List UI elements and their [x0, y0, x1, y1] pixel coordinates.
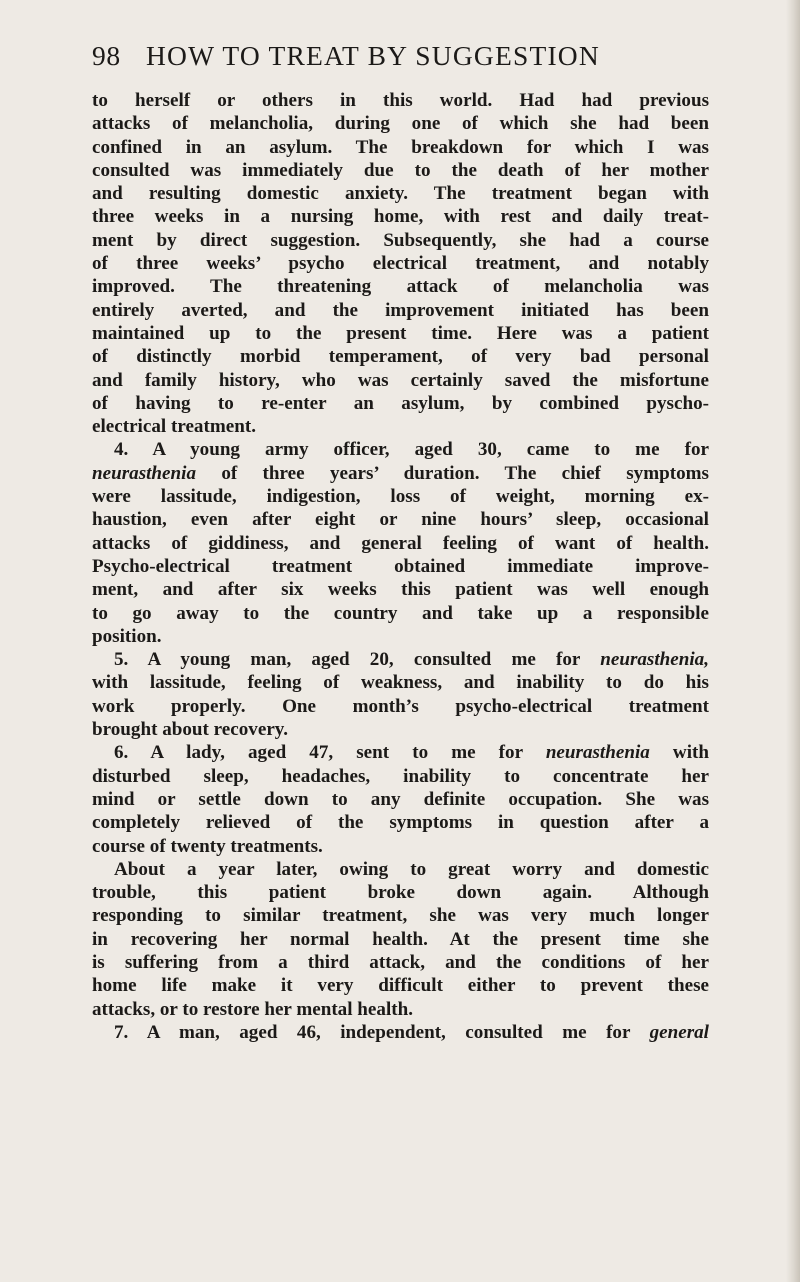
text-segment: of having to re-enter an asylum, by combined pyscho-: [92, 392, 709, 414]
page-edge-shadow: [786, 0, 800, 1282]
text-segment: to go away to the country and take up a responsible: [92, 602, 709, 624]
text-line: [92, 252, 709, 275]
text-line: [92, 951, 709, 974]
text-line: [92, 788, 709, 811]
text-line: [92, 345, 709, 368]
text-line: [92, 881, 709, 904]
text-segment: 4. A young army officer, aged 30, came to me for: [114, 439, 709, 461]
running-head: HOW TO TREAT BY SUGGESTION: [146, 40, 600, 71]
text-line: [92, 182, 709, 205]
text-line: [92, 578, 709, 601]
text-segment: entirely averted, and the improvement initiated has been: [92, 299, 709, 321]
text-segment: and resulting domestic anxiety. The treatment began with: [92, 183, 709, 205]
text-line: [92, 998, 709, 1021]
text-line: [92, 695, 709, 718]
text-segment: electrical treatment.: [92, 416, 256, 438]
text-segment: 7. A man, aged 46, independent, consulted me for: [114, 1021, 650, 1043]
text-segment: Psycho-electrical treatment obtained immediate improve-: [92, 555, 709, 577]
text-segment: maintained up to the present time. Here was a patient: [92, 322, 709, 344]
text-line: [92, 602, 709, 625]
text-segment: attacks of giddiness, and general feeling of want of health.: [92, 532, 709, 554]
text-line: [92, 532, 709, 555]
text-segment: of three weeks’ psycho electrical treatment, and notably: [92, 253, 709, 275]
text-segment: in recovering her normal health. At the present time she: [92, 928, 709, 950]
text-line: [92, 904, 709, 927]
text-line: [92, 648, 709, 671]
text-segment: brought about recovery.: [92, 719, 289, 741]
text-segment: with lassitude, feeling of weakness, and inability to do his: [92, 672, 709, 694]
text-segment: is suffering from a third attack, and the conditions of her: [92, 951, 709, 973]
text-line: [92, 112, 709, 135]
text-line: [92, 438, 709, 461]
body-text: [92, 89, 709, 1044]
text-line: [92, 229, 709, 252]
text-segment: responding to similar treatment, she was very much longer: [92, 905, 709, 927]
text-segment: mind or settle down to any definite occupation. She was: [92, 788, 709, 810]
text-segment: to herself or others in this world. Had had previous: [92, 90, 709, 111]
text-line: [92, 508, 709, 531]
page-number: 98: [92, 40, 121, 71]
text-line: [92, 625, 709, 648]
text-segment: 6. A lady, aged 47, sent to me for: [114, 742, 546, 764]
text-line: [92, 718, 709, 741]
text-line: [92, 858, 709, 881]
text-segment: were lassitude, indigestion, loss of weight, morning ex-: [92, 486, 709, 508]
text-segment: attacks, or to restore her mental health.: [92, 998, 414, 1020]
text-line: [92, 928, 709, 951]
italic-term: neurasthenia: [92, 462, 196, 484]
text-segment: course of twenty treatments.: [92, 835, 323, 857]
text-line: [92, 555, 709, 578]
text-segment: consulted was immediately due to the death of her mother: [92, 159, 709, 181]
text-line: [92, 741, 709, 764]
page-header: [92, 40, 712, 90]
text-line: [92, 205, 709, 228]
text-line: [92, 462, 709, 485]
text-segment: with: [649, 742, 709, 764]
text-segment: three weeks in a nursing home, with rest and daily treat-: [92, 206, 709, 228]
text-line: [92, 159, 709, 182]
text-segment: About a year later, owing to great worry and domestic: [114, 858, 709, 880]
text-segment: home life make it very difficult either to prevent these: [92, 975, 709, 997]
italic-term: neurasthenia: [545, 742, 650, 764]
text-line: [92, 1021, 709, 1044]
italic-term: general: [649, 1021, 709, 1043]
text-line: [92, 415, 709, 438]
text-line: [92, 392, 709, 415]
text-line: [92, 299, 709, 322]
text-segment: confined in an asylum. The breakdown for which I was: [92, 136, 709, 158]
text-segment: position.: [92, 625, 162, 647]
text-line: [92, 974, 709, 997]
text-segment: trouble, this patient broke down again. Although: [92, 882, 709, 904]
text-segment: haustion, even after eight or nine hours’ sleep, occasional: [92, 509, 709, 531]
text-line: [92, 671, 709, 694]
text-line: [92, 136, 709, 159]
text-segment: work properly. One month’s psycho-electrical treatment: [92, 695, 709, 717]
text-segment: ment, and after six weeks this patient was well enough: [92, 579, 709, 601]
text-segment: of distinctly morbid temperament, of very bad personal: [92, 346, 709, 368]
text-segment: ment by direct suggestion. Subsequently, she had a course: [92, 229, 709, 251]
text-segment: of three years’ duration. The chief symptoms: [196, 462, 709, 484]
text-segment: improved. The threatening attack of melancholia was: [92, 276, 709, 298]
italic-term: neurasthenia,: [600, 649, 709, 671]
text-line: [92, 322, 709, 345]
text-line: [92, 765, 709, 788]
text-line: [92, 89, 709, 112]
text-segment: attacks of melancholia, during one of which she had been: [92, 113, 709, 135]
text-line: [92, 835, 709, 858]
text-line: [92, 811, 709, 834]
text-line: [92, 485, 709, 508]
text-segment: completely relieved of the symptoms in question after a: [92, 812, 709, 834]
text-line: [92, 275, 709, 298]
text-segment: disturbed sleep, headaches, inability to concentrate her: [92, 765, 709, 787]
text-segment: 5. A young man, aged 20, consulted me for: [114, 649, 601, 671]
text-segment: and family history, who was certainly saved the misfortune: [92, 369, 709, 391]
text-line: [92, 369, 709, 392]
